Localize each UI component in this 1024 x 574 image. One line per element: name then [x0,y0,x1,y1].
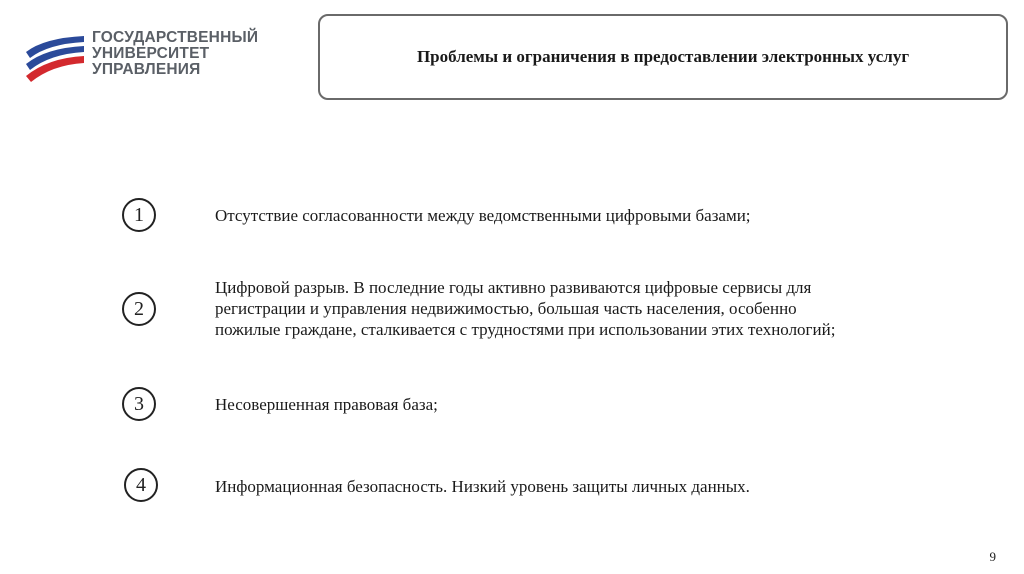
slide-title: Проблемы и ограничения в предоставлении электронных услуг [416,47,910,66]
item-text-1: Отсутствие согласованности между ведомственными цифровыми базами; [215,206,751,225]
title-box [318,14,1008,100]
item-text-2-line-2: регистрации и управления недвижимостью, большая часть населения, особенно [215,299,797,318]
logo-text [92,30,258,78]
item-text-4: Информационная безопасность. Низкий уровень защиты личных данных. [215,477,750,496]
item-number-4: 4 [124,468,158,502]
item-text-3: Несовершенная правовая база; [215,395,438,414]
item-text-2-line-1: Цифровой разрыв. В последние годы активно развиваются цифровые сервисы для [215,278,812,297]
item-text-2-line-3: пожилые граждане, сталкивается с трудностями при использовании этих технологий; [215,320,836,339]
item-number-3: 3 [122,387,156,421]
logo-line-1: ГОСУДАРСТВЕННЫЙ [92,29,259,46]
item-number-2: 2 [122,292,156,326]
university-logo [22,30,262,88]
item-number-1: 1 [122,198,156,232]
page-number: 9 [989,549,996,564]
logo-line-3: УПРАВЛЕНИЯ [92,61,201,78]
university-emblem-icon [22,32,88,84]
logo-line-2: УНИВЕРСИТЕТ [92,45,210,62]
item-text-2 [215,277,835,340]
